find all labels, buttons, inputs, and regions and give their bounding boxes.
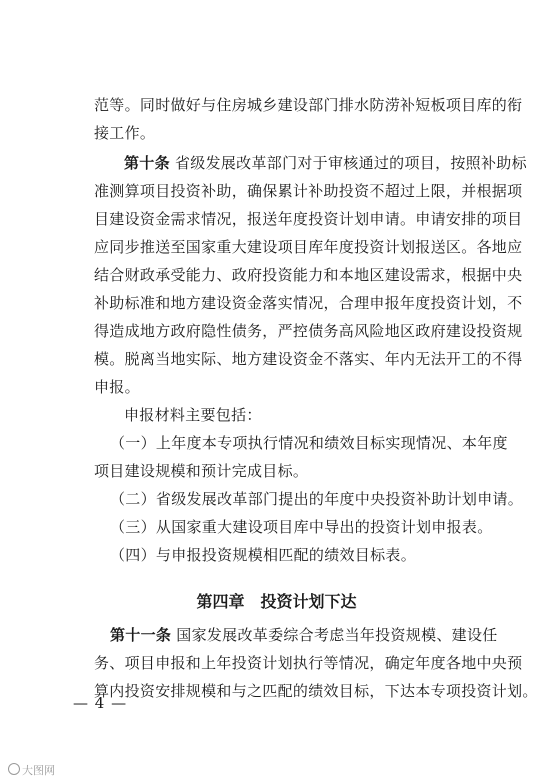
text-line: 结合财政承受能力、政府投资能力和本地区建设需求，根据中央 bbox=[94, 266, 523, 284]
article-eleven-label: 第十一条 bbox=[110, 626, 172, 644]
text-line: 准测算项目投资补助，确保累计补助投资不超过上限，并根据项 bbox=[94, 182, 523, 200]
text-line: 算内投资安排规模和与之匹配的绩效目标，下达本专项投资计划。 bbox=[94, 682, 538, 700]
text-line: 务、项目申报和上年投资计划执行等情况，确定年度各地中央预 bbox=[94, 654, 523, 672]
text-line: （三）从国家重大建设项目库中导出的投资计划申报表。 bbox=[110, 518, 493, 536]
text-line: （四）与申报投资规模相匹配的绩效目标表。 bbox=[110, 546, 417, 564]
article-ten-first-line: 第十条 省级发展改革部门对于审核通过的项目，按照补助标 bbox=[124, 154, 527, 172]
watermark-text: 大图网 bbox=[22, 764, 55, 777]
article-eleven-first-line: 第十一条 国家发展改革委综合考虑当年投资规模、建设任 bbox=[110, 626, 498, 644]
text-line: 应同步推送至国家重大建设项目库年度投资计划报送区。各地应 bbox=[94, 238, 523, 256]
text-line: 申报材料主要包括： bbox=[124, 406, 262, 424]
watermark-logo-icon bbox=[8, 763, 20, 775]
text-line: 模。脱离当地实际、地方建设资金不落实、年内无法开工的不得 bbox=[94, 350, 523, 368]
watermark bbox=[8, 762, 55, 778]
text-line: 申报。 bbox=[94, 378, 140, 396]
article-ten-label: 第十条 bbox=[124, 154, 170, 172]
text-line: 目建设资金需求情况，报送年度投资计划申请。申请安排的项目 bbox=[94, 210, 523, 228]
page-number: — 4 — bbox=[73, 694, 128, 712]
text-line: 范等。同时做好与住房城乡建设部门排水防涝补短板项目库的衔 bbox=[94, 96, 523, 114]
text-line: 补助标准和地方建设资金落实情况，合理申报年度投资计划，不 bbox=[94, 294, 523, 312]
chapter-heading: 第四章 投资计划下达 bbox=[196, 592, 357, 611]
text-line: 接工作。 bbox=[94, 124, 156, 142]
text-line: 得造成地方政府隐性债务，严控债务高风险地区政府建设投资规 bbox=[94, 322, 523, 340]
text-line: （二）省级发展改革部门提出的年度中央投资补助计划申请。 bbox=[110, 490, 524, 508]
text-line: （一）上年度本专项执行情况和绩效目标实现情况、本年度 bbox=[110, 434, 508, 452]
text-line: 项目建设规模和预计完成目标。 bbox=[94, 462, 309, 480]
